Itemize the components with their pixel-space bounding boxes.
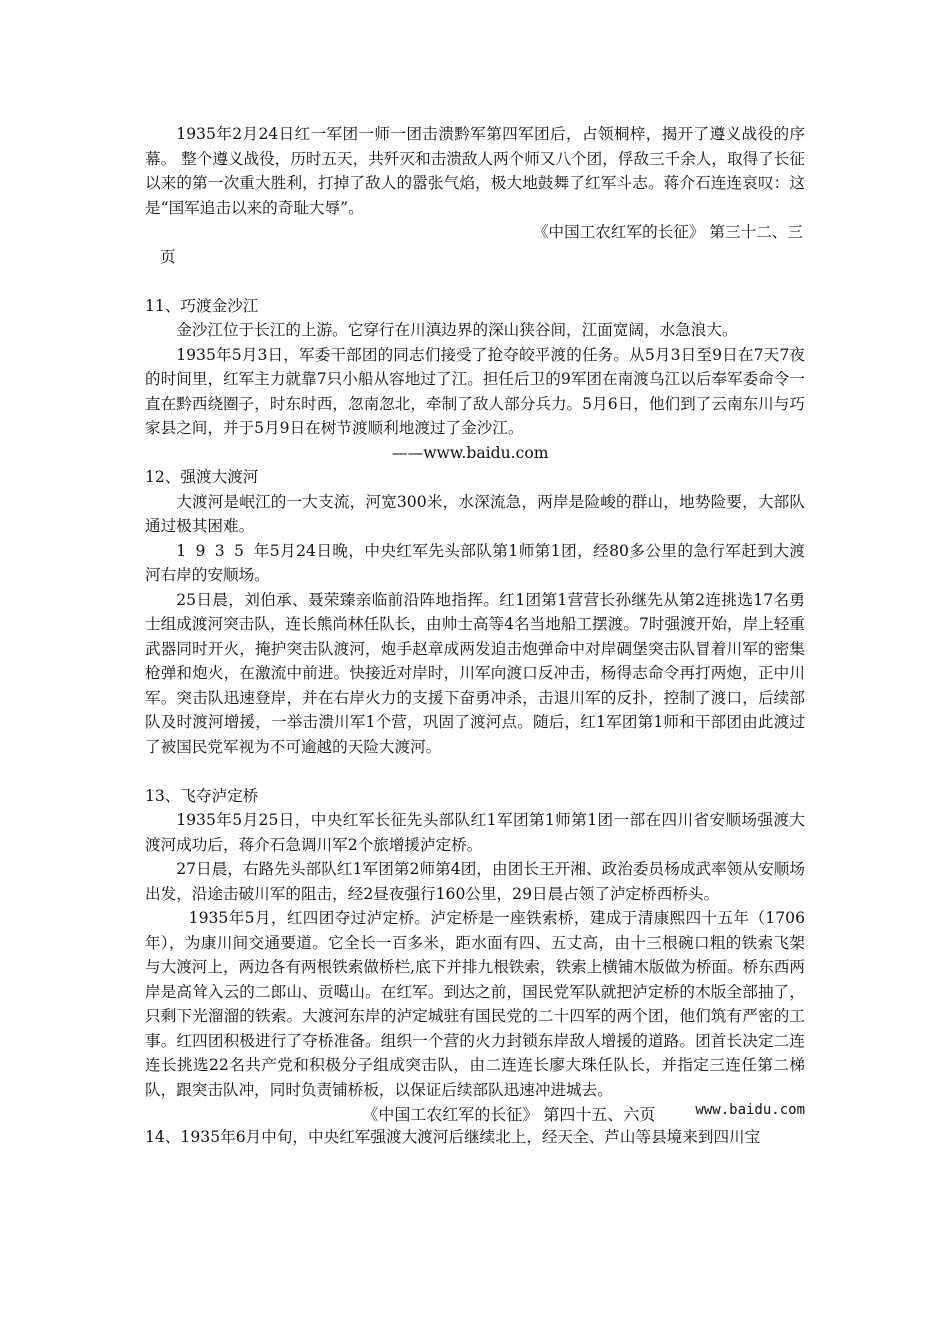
source-citation-line [145, 1102, 805, 1125]
spacer [145, 269, 805, 294]
spaced-year: 1935 [176, 541, 254, 560]
spacer [145, 759, 805, 784]
paragraph [145, 539, 805, 588]
paragraph: 金沙江位于长江的上游。它穿行在川滇边界的深山狭谷间，江面宽阔，水急浪大。 [176, 321, 738, 339]
paragraph-text: 年5月24日晚，中央红军先头部队第1师第1团，经80多公里的急行军赶到大渡河右岸的安顺场。 [145, 541, 805, 584]
section-heading-12: 12、强渡大渡河 [145, 468, 259, 486]
paragraph-zunyi: 1935年2月24日红一军团一师一团击溃黔军第四军团后，占领桐梓，揭开了遵义战役的序幕。 整个遵义战役，历时五天，共歼灭和击溃敌人两个师又八个团，俘敌三千余人，取得了长征以来的第一次重大胜利，打掉了敌人的嚣张气焰，极大地鼓舞了红军斗志。蒋介石连连哀叹：这是“国军追击以来的奇耻大辱”。 [145, 125, 805, 217]
source-link: ——www.baidu.com [392, 443, 549, 462]
paragraph: 1935年5月3日，军委干部团的同志们接受了抢夺皎平渡的任务。从5月3日至9日在7天7夜的时间里，红军主力就靠7只小船从容地过了江。担任后卫的9军团在南渡乌江以后奉军委命令一直在黔西绕圈子，时东时西，忽南忽北，牵制了敌人部分兵力。5月6日，他们到了云南东川与巧家县之间，并于5月9日在树节渡顺利地渡过了金沙江。 [145, 345, 805, 437]
source-citation: 《中国工农红军的长征》 第三十二、三 [532, 223, 803, 241]
section-heading-13: 13、飞夺泸定桥 [145, 786, 259, 805]
paragraph: 大渡河是岷江的一大支流，河宽300米，水深流急，两岸是险峻的群山，地势险要，大部队通过极其困难。 [145, 492, 805, 535]
source-link: www.baidu.com [695, 1102, 805, 1118]
document-page [145, 122, 805, 1150]
section-heading-11: 11、巧渡金沙江 [145, 296, 259, 315]
paragraph: 1935年5月，红四团夺过泸定桥。泸定桥是一座铁索桥，建成于清康熙四十五年（1706年），为康川间交通要道。它全长一百多米，距水面有四、五丈高，由十三根碗口粗的铁索飞架与大渡河上，两边各有两根铁索做桥栏,底下并排九根铁索，铁索上横铺木版做为桥面。桥东西两岸是高耸入云的二郎山、贡噶山。在红军。到达之前，国民党军队就把泸定桥的木版全部抽了，只剩下光溜溜的铁索。大渡河东岸的泸定城驻有国民党的二十四军的两个团，他们筑有严密的工事。红四团积极进行了夺桥准备。组织一个营的火力封锁东岸敌人增援的道路。团首长决定二连连长挑选22名共产党和积极分子组成突击队，由二连连长廖大珠任队长，并指定三连任第二梯队，跟突击队冲，同时负责铺桥板，以保证后续部队迅速冲进城去。 [145, 909, 805, 1099]
paragraph: 27日晨，右路先头部队红1军团第2师第4团，由团长王开湘、政治委员杨成武率领从安顺场出发，沿途击破川军的阻击，经2昼夜强行160公里，29日晨占领了泸定桥西桥头。 [145, 860, 805, 903]
paragraph: 1935年5月25日，中央红军长征先头部队红1军团第1师第1团一部在四川省安顺场强渡大渡河成功后，蒋介石急调川军2个旅增援泸定桥。 [145, 811, 805, 854]
source-citation: 《中国工农红军的长征》 第四十五、六页 [362, 1105, 656, 1124]
source-citation-continued: 页 [160, 247, 176, 266]
section-heading-14: 14、1935年6月中旬，中央红军强渡大渡河后继续北上，经天全、芦山等县境来到四川宝 [145, 1128, 761, 1146]
paragraph: 25日晨，刘伯承、聂荣臻亲临前沿阵地指挥。红1团第1营营长孙继先从第2连挑选17名勇士组成渡河突击队，连长熊尚林任队长，由帅士高等4名当地船工摆渡。7时强渡开始，岸上轻重武器同时开火，掩护突击队渡河，炮手赵章成两发迫击炮弹命中对岸碉堡突击队冒着川军的密集枪弹和炮火，在激流中前进。快接近对岸时，川军向渡口反冲击，杨得志命令再打两炮，正中川军。突击队迅速登岸，并在右岸火力的支援下奋勇冲杀，击退川军的反扑，控制了渡口，后续部队及时渡河增援，一举击溃川军1个营，巩固了渡河点。随后，红1军团第1师和干部团由此渡过了被国民党军视为不可逾越的天险大渡河。 [145, 590, 805, 756]
